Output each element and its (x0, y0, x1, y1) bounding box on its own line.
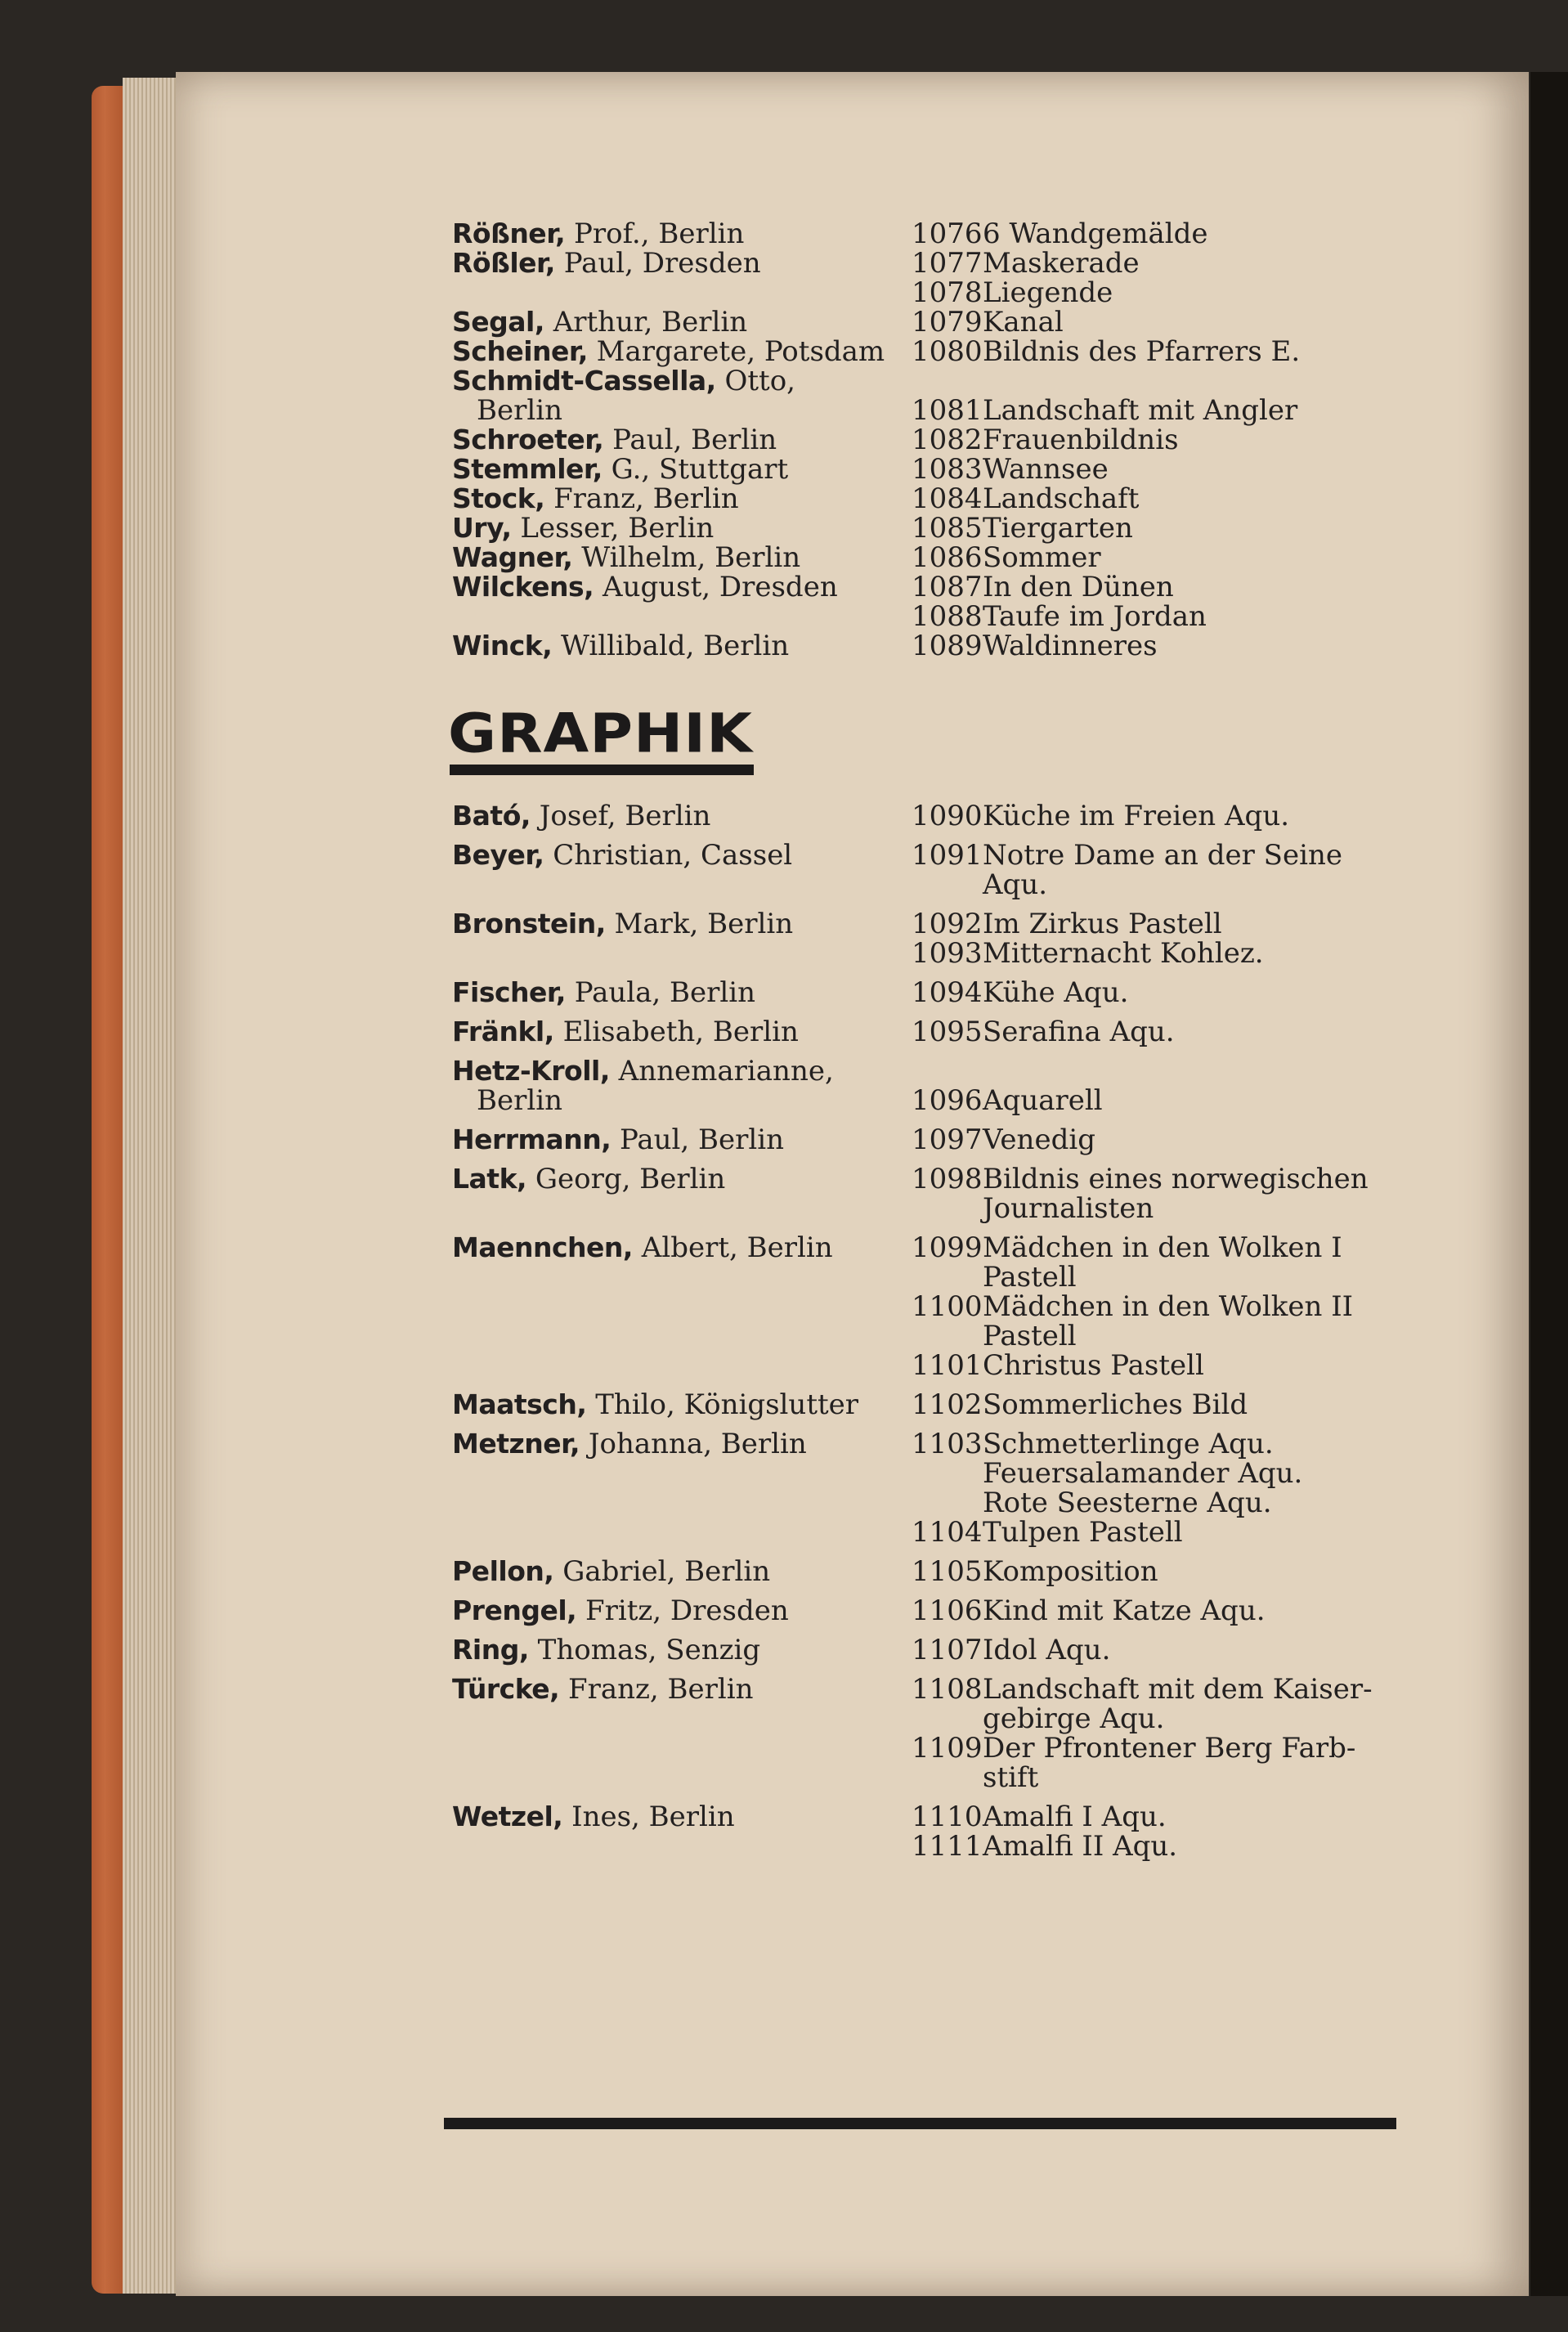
artwork-title: In den Dünen (983, 571, 1174, 603)
artwork-title: Landschaft (983, 482, 1140, 515)
artist-surname: Bató, (452, 800, 531, 832)
artist-detail: Gabriel, Berlin (553, 1555, 771, 1588)
catalogue-number: 1085 (912, 512, 983, 545)
catalogue-number: 1108 (912, 1673, 983, 1706)
catalogue-number: 1077 (912, 247, 983, 280)
artist-name (452, 219, 744, 249)
catalogue-number: 1095 (912, 1016, 983, 1048)
catalogue-number: 1088 (912, 600, 983, 633)
artwork-title: Serafina Aqu. (983, 1016, 1175, 1048)
artist-detail: Josef, Berlin (530, 800, 711, 832)
artist-surname: Fränkl, (452, 1016, 554, 1047)
artist-surname: Schroeter, (452, 424, 604, 455)
artwork-title: gebirge Aqu. (983, 1702, 1165, 1735)
artwork-title: Kind mit Katze Aqu. (983, 1594, 1266, 1627)
catalogue-number: 1099 (912, 1231, 983, 1264)
artist-detail: Mark, Berlin (605, 908, 794, 940)
artwork-title: Kanal (983, 306, 1064, 339)
artwork-title: Rote Seesterne Aqu. (983, 1487, 1272, 1519)
catalogue-number: 1091 (912, 839, 983, 872)
catalogue-number: 1104 (912, 1516, 983, 1549)
artist-surname: Wetzel, (452, 1801, 563, 1832)
artist-surname: Türcke, (452, 1673, 560, 1705)
artist-surname: Rößler, (452, 247, 555, 279)
artwork-title: Maskerade (983, 247, 1140, 280)
artwork-title: Sommer (983, 541, 1101, 574)
artist-name (452, 249, 761, 278)
artwork-title: Amalfi I Aqu. (983, 1801, 1167, 1833)
artist-detail: Thilo, Königslutter (586, 1388, 859, 1421)
artwork-title: Sommerliches Bild (983, 1388, 1248, 1421)
artist-surname: Prengel, (452, 1594, 577, 1626)
artist-surname: Wilckens, (452, 571, 594, 603)
artist-surname: Beyer, (452, 839, 544, 871)
artist-name (452, 1125, 784, 1155)
artwork-title: Der Pfrontener Berg Farb- (983, 1732, 1356, 1765)
artist-name (452, 572, 838, 602)
catalogue-number: 1089 (912, 630, 983, 662)
artwork-title: Mädchen in den Wolken II (983, 1290, 1354, 1323)
catalogue-number: 1109 (912, 1732, 983, 1765)
artist-detail: Wilhelm, Berlin (572, 541, 801, 574)
artwork-title: Pastell (983, 1261, 1077, 1294)
artist-name (452, 1596, 789, 1626)
artwork-title: Bildnis eines norwegischen (983, 1163, 1369, 1195)
artist-name (452, 1017, 799, 1047)
artwork-title: Notre Dame an der Seine (983, 839, 1342, 872)
catalogue-number: 1103 (912, 1428, 983, 1460)
artist-name (452, 1233, 833, 1262)
artwork-title: stift (983, 1761, 1039, 1794)
artist-detail: Christian, Cassel (544, 839, 793, 872)
artwork-title: Taufe im Jordan (983, 600, 1207, 633)
artist-name (452, 366, 795, 396)
catalogue-number: 1084 (912, 482, 983, 515)
artist-name (452, 484, 739, 513)
catalogue-number: 1090 (912, 800, 983, 832)
catalogue-number: 1111 (912, 1830, 983, 1863)
artist-detail: Elisabeth, Berlin (553, 1016, 799, 1048)
artist-surname: Hetz-Kroll, (452, 1055, 610, 1087)
artist-name (452, 909, 793, 939)
artist-surname: Winck, (452, 630, 553, 661)
artist-surname: Wagner, (452, 541, 573, 573)
artist-surname: Bronstein, (452, 908, 606, 940)
section-heading: GRAPHIK (448, 702, 753, 765)
artist-detail: G., Stuttgart (602, 453, 789, 486)
catalogue-number: 1102 (912, 1388, 983, 1421)
artist-name (452, 337, 885, 366)
artist-detail: Paul, Berlin (611, 1123, 785, 1156)
artist-detail: Paul, Dresden (554, 247, 761, 280)
artwork-title: Aqu. (983, 868, 1048, 901)
catalogue-number: 1076 (912, 218, 983, 250)
artist-surname: Segal, (452, 306, 544, 338)
artist-name (452, 1802, 735, 1832)
catalogue-number: 1106 (912, 1594, 983, 1627)
artist-name (452, 801, 710, 831)
artist-detail: August, Dresden (594, 571, 838, 603)
artist-detail: Paul, Berlin (603, 424, 777, 456)
artist-name (452, 1086, 562, 1115)
artwork-title: Idol Aqu. (983, 1634, 1111, 1666)
artist-name (452, 1164, 725, 1194)
artwork-title: Mitternacht Kohlez. (983, 937, 1264, 970)
catalogue-number: 1087 (912, 571, 983, 603)
artist-surname: Maennchen, (452, 1231, 633, 1263)
artist-name (452, 1675, 754, 1704)
artist-detail: Paula, Berlin (565, 976, 755, 1009)
artist-surname: Stemmler, (452, 453, 603, 485)
artist-detail: Willibald, Berlin (552, 630, 790, 662)
artwork-title: Landschaft mit Angler (983, 394, 1298, 427)
artwork-title: Tulpen Pastell (983, 1516, 1183, 1549)
artist-name (452, 307, 747, 337)
artist-surname: Maatsch, (452, 1388, 587, 1420)
artist-surname: Scheiner, (452, 335, 588, 367)
artist-surname: Herrmann, (452, 1123, 612, 1155)
catalogue-number: 1096 (912, 1084, 983, 1117)
artist-name (452, 1557, 770, 1586)
catalogue-number: 1078 (912, 276, 983, 309)
catalogue-number: 1097 (912, 1123, 983, 1156)
catalogue-number: 1110 (912, 1801, 983, 1833)
artwork-title: 6 Wandgemälde (983, 218, 1208, 250)
artist-detail: Berlin (477, 1084, 563, 1117)
catalogue-number: 1092 (912, 908, 983, 940)
artist-surname: Rößner, (452, 218, 566, 249)
artist-name (452, 1390, 858, 1419)
artist-detail: Otto, (715, 365, 795, 397)
artist-surname: Schmidt-Cassella, (452, 365, 716, 397)
artist-detail: Margarete, Potsdam (587, 335, 885, 368)
artist-name (452, 455, 788, 484)
artwork-title: Venedig (983, 1123, 1095, 1156)
catalogue-number: 1080 (912, 335, 983, 368)
catalogue-number: 1083 (912, 453, 983, 486)
artwork-title: Christus Pastell (983, 1349, 1204, 1382)
artist-surname: Latk, (452, 1163, 527, 1195)
bottom-rule (444, 2118, 1396, 2129)
artist-name (452, 978, 755, 1007)
catalogue-number: 1093 (912, 937, 983, 970)
artist-detail: Fritz, Dresden (576, 1594, 789, 1627)
artwork-title: Im Zirkus Pastell (983, 908, 1222, 940)
artist-name (452, 841, 792, 870)
artist-surname: Ring, (452, 1634, 529, 1666)
artist-detail: Georg, Berlin (526, 1163, 726, 1195)
artwork-title: Waldinneres (983, 630, 1158, 662)
heading-underline (450, 765, 754, 775)
catalogue-number: 1079 (912, 306, 983, 339)
artist-name (452, 425, 777, 455)
artwork-title: Frauenbildnis (983, 424, 1179, 456)
artist-detail: Arthur, Berlin (544, 306, 748, 339)
artist-surname: Ury, (452, 512, 512, 544)
artist-surname: Fischer, (452, 976, 566, 1008)
catalogue-number: 1098 (912, 1163, 983, 1195)
artist-detail: Ines, Berlin (562, 1801, 735, 1833)
artwork-title: Liegende (983, 276, 1113, 309)
artwork-title: Schmetterlinge Aqu. (983, 1428, 1274, 1460)
artist-name (452, 396, 562, 425)
catalogue-number: 1081 (912, 394, 983, 427)
artist-detail: Annemarianne, (609, 1055, 834, 1088)
artist-detail: Thomas, Senzig (528, 1634, 761, 1666)
artist-name (452, 1056, 834, 1086)
artist-name (452, 513, 714, 543)
catalogue-number: 1082 (912, 424, 983, 456)
artist-name (452, 1429, 807, 1459)
artist-detail: Albert, Berlin (632, 1231, 833, 1264)
artist-detail: Franz, Berlin (559, 1673, 754, 1706)
artwork-title: Landschaft mit dem Kaiser- (983, 1673, 1373, 1706)
artist-name (452, 543, 800, 572)
artist-surname: Pellon, (452, 1555, 554, 1587)
artist-surname: Metzner, (452, 1428, 580, 1460)
artwork-title: Aquarell (983, 1084, 1103, 1117)
artwork-title: Kühe Aqu. (983, 976, 1129, 1009)
artist-name (452, 1635, 760, 1665)
artwork-title: Mädchen in den Wolken I (983, 1231, 1342, 1264)
catalogue-number: 1105 (912, 1555, 983, 1588)
book-cover-edge (92, 86, 124, 2294)
catalogue-number: 1100 (912, 1290, 983, 1323)
catalogue-number: 1107 (912, 1634, 983, 1666)
artwork-title: Amalfi II Aqu. (983, 1830, 1178, 1863)
artwork-title: Küche im Freien Aqu. (983, 800, 1290, 832)
catalogue-number: 1094 (912, 976, 983, 1009)
artist-detail: Lesser, Berlin (511, 512, 715, 545)
artwork-title: Wannsee (983, 453, 1109, 486)
catalogue-number: 1101 (912, 1349, 983, 1382)
artwork-title: Journalisten (983, 1192, 1154, 1225)
artist-detail: Berlin (477, 394, 563, 427)
artist-detail: Prof., Berlin (565, 218, 745, 250)
catalogue-number: 1086 (912, 541, 983, 574)
artist-surname: Stock, (452, 482, 545, 514)
page-stack-edge (123, 78, 181, 2294)
artist-detail: Franz, Berlin (544, 482, 739, 515)
artist-name (452, 631, 789, 661)
artwork-title: Bildnis des Pfarrers E. (983, 335, 1301, 368)
artwork-title: Tiergarten (983, 512, 1133, 545)
artwork-title: Komposition (983, 1555, 1158, 1588)
artwork-title: Pastell (983, 1320, 1077, 1352)
artist-detail: Johanna, Berlin (580, 1428, 807, 1460)
facing-page-gutter (1530, 72, 1568, 2296)
artwork-title: Feuersalamander Aqu. (983, 1457, 1303, 1490)
